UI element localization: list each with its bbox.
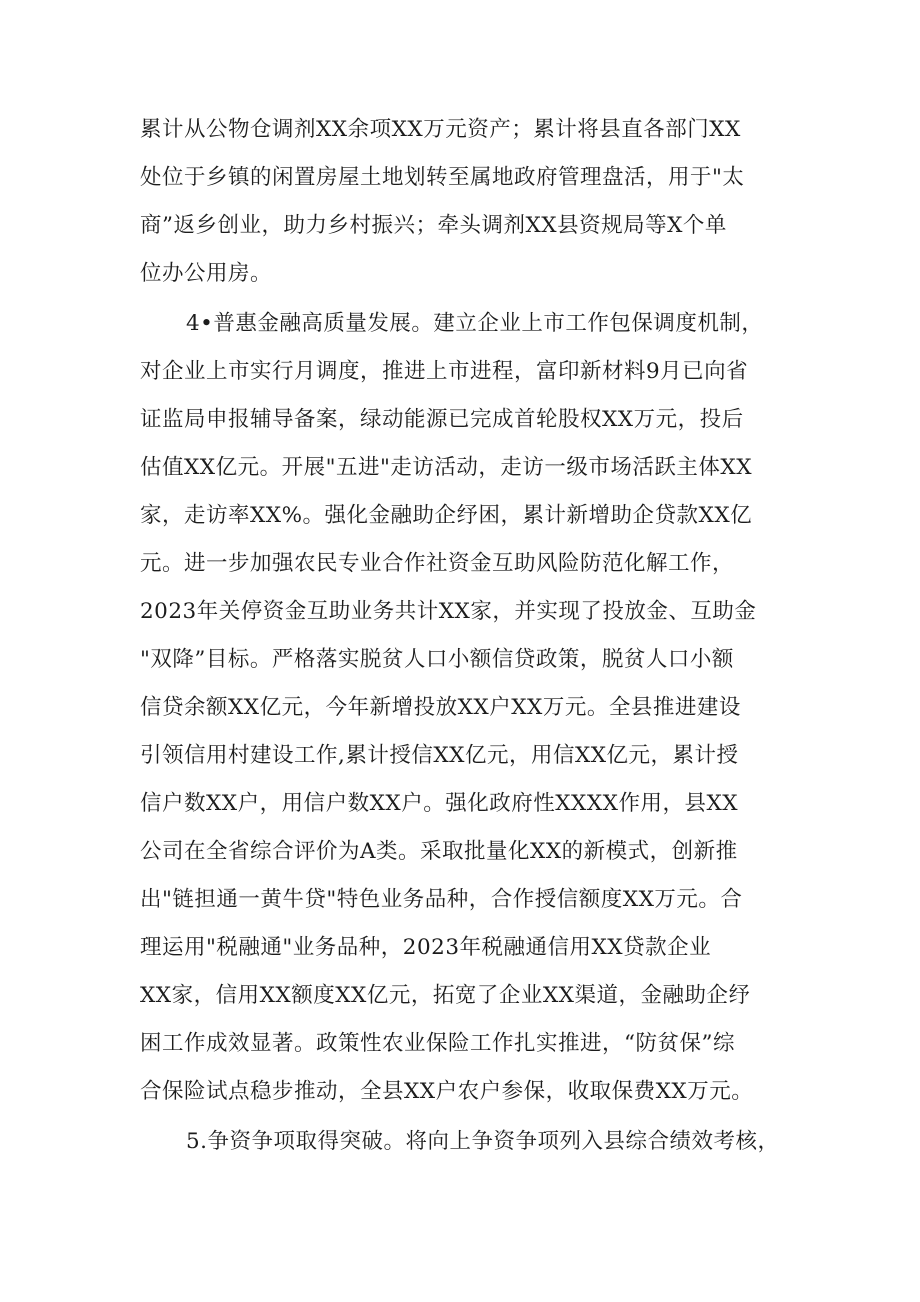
text-line: 对企业上市实行月调度，推进上市进程，富印新材料9月已向省: [140, 359, 749, 384]
text-line: "双降”目标。严格落实脱贫人口小额信贷政策，脱贫人口小额: [140, 647, 734, 672]
text-line: 位办公用房。: [140, 261, 273, 286]
paragraph-first-line: 5.争资争项取得突破。将向上争资争项列入县综合绩效考核，: [186, 1129, 780, 1154]
text-line: 公司在全省综合评价为A类。采取批量化XX的新模式，创新推: [140, 839, 738, 864]
text-line: 2023年关停资金互助业务共计XX家，并实现了投放金、互助金: [140, 599, 757, 624]
text-line: 引领信用村建设工作,累计授信XX亿元，用信XX亿元，累计授: [140, 743, 739, 768]
text-line: 元。进一步加强农民专业合作社资金互助风险防范化解工作，: [140, 551, 735, 576]
text-line: 估值XX亿元。开展"五进"走访活动，走访一级市场活跃主体XX: [140, 455, 753, 480]
text-line: 信户数XX户，用信户数XX户。强化政府性XXXX作用，县XX: [140, 791, 739, 816]
text-line: XX家，信用XX额度XX亿元，拓宽了企业XX渠道，金融助企纾: [140, 983, 751, 1008]
paragraph-first-line: 4•普惠金融高质量发展。建立企业上市工作包保调度机制，: [186, 311, 764, 336]
text-line: 家，走访率XX%。强化金融助企纾困，累计新增助企贷款XX亿: [140, 503, 753, 528]
text-line: 理运用"税融通"业务品种，2023年税融通信用XX贷款企业: [140, 935, 712, 960]
text-line: 合保险试点稳步推动，全县XX户农户参保，收取保费XX万元。: [140, 1079, 754, 1104]
text-line: 信贷余额XX亿元，今年新增投放XX户XX万元。全县推进建设: [140, 695, 741, 720]
text-line: 处位于乡镇的闲置房屋土地划转至属地政府管理盘活，用于"太: [140, 165, 745, 190]
text-line: 累计从公物仓调剂XX余项XX万元资产；累计将县直各部门XX: [140, 117, 741, 142]
text-line: 困工作成效显著。政策性农业保险工作扎实推进，“防贫保”综: [140, 1031, 735, 1056]
text-line: 出"链担通一黄牛贷"特色业务品种，合作授信额度XX万元。合: [140, 887, 743, 912]
text-line: 证监局申报辅导备案，绿动能源已完成首轮股权XX万元，投后: [140, 407, 744, 432]
text-line: 商”返乡创业，助力乡村振兴；牵头调剂XX县资规局等X个单: [140, 213, 727, 238]
